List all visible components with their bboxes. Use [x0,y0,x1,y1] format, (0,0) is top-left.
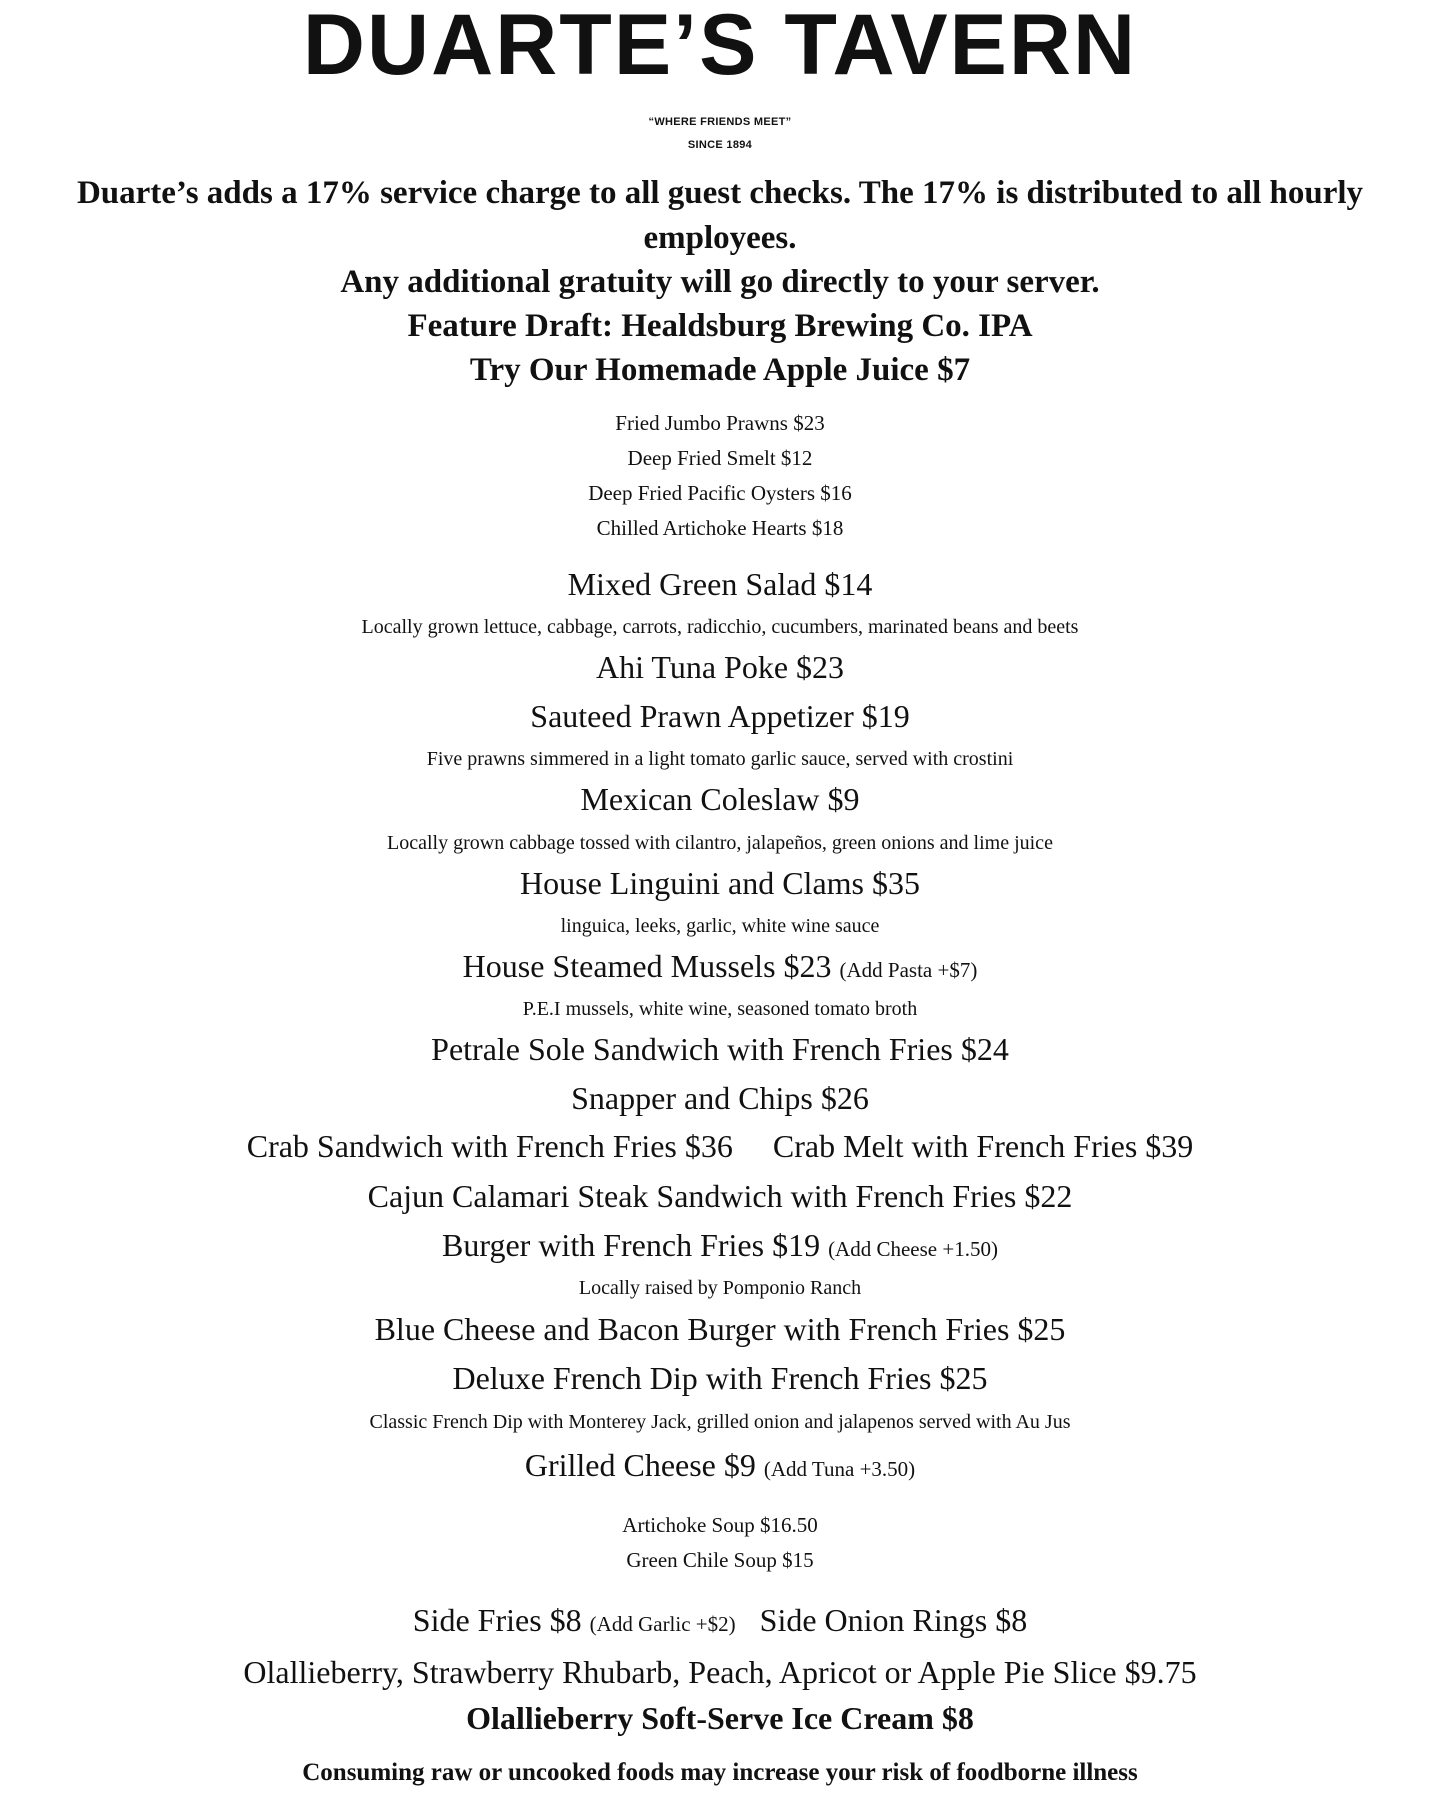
soup-item: Green Chile Soup $15 [626,1548,814,1572]
menu-item-bacon-burger: Blue Cheese and Bacon Burger with French Fries $25 [374,1311,1066,1347]
feature-draft: Feature Draft: Healdsburg Brewing Co. IPA [407,308,1033,344]
menu-item-burger-note: (Add Cheese +1.50) [828,1237,998,1261]
menu-item-mussels-line [0,950,1440,982]
menu-item-crab-line [0,1130,1440,1162]
menu-item-snapper: Snapper and Chips $26 [571,1080,869,1116]
starter-item: Deep Fried Smelt $12 [627,446,813,470]
menu-item-coleslaw: Mexican Coleslaw $9 [580,781,860,817]
menu-item-salad: Mixed Green Salad $14 [567,566,873,602]
menu-item-grilled-cheese: Grilled Cheese $9 [524,1447,756,1483]
menu-item-french-dip: Deluxe French Dip with French Fries $25 [452,1360,988,1396]
menu-item-coleslaw-desc: Locally grown cabbage tossed with cilantro, jalapeños, green onions and lime juice [387,832,1053,854]
since-text: SINCE 1894 [687,139,753,151]
menu-item-mussels: House Steamed Mussels $23 [462,948,832,984]
menu-item-linguini-desc: linguica, leeks, garlic, white wine sauce [560,915,880,937]
menu-item-grilled-cheese-line [0,1449,1440,1481]
pie-slice: Olallieberry, Strawberry Rhubarb, Peach, Apricot or Apple Pie Slice $9.75 [243,1654,1197,1690]
soup-item: Artichoke Soup $16.50 [622,1513,818,1537]
sides-line [0,1604,1440,1636]
menu-item-burger-desc: Locally raised by Pomponio Ranch [578,1277,862,1299]
menu-item-mussels-note: (Add Pasta +$7) [839,958,978,982]
menu-item-petrale-sole: Petrale Sole Sandwich with French Fries $24 [431,1031,1009,1067]
health-warning: Consuming raw or uncooked foods may increase your risk of foodborne illness [302,1759,1138,1786]
menu-item-burger-line [0,1229,1440,1261]
starter-item: Chilled Artichoke Hearts $18 [596,516,844,540]
menu-item-crab-melt: Crab Melt with French Fries $39 [772,1128,1194,1164]
menu-item-french-dip-desc: Classic French Dip with Monterey Jack, grilled onion and jalapenos served with Au Jus [369,1411,1071,1433]
menu-item-poke: Ahi Tuna Poke $23 [595,649,845,685]
menu-item-linguini: House Linguini and Clams $35 [520,865,920,901]
menu-item-prawn-appetizer-desc: Five prawns simmered in a light tomato garlic sauce, served with crostini [426,748,1014,770]
restaurant-title: DUARTE’S TAVERN [302,0,1138,93]
gratuity-notice: Any additional gratuity will go directly to your server. [340,264,1100,300]
apple-juice-promo: Try Our Homemade Apple Juice $7 [469,352,971,388]
menu-item-crab-sandwich: Crab Sandwich with French Fries $36 [246,1128,733,1164]
tagline: “WHERE FRIENDS MEET” [648,116,792,128]
service-charge-notice-cont: employees. [643,220,797,256]
service-charge-notice: Duarte’s adds a 17% service charge to all guest checks. The 17% is distributed to all hourly [76,175,1364,211]
starter-item: Deep Fried Pacific Oysters $16 [588,481,852,505]
side-onion-rings: Side Onion Rings $8 [759,1602,1028,1638]
starter-item: Fried Jumbo Prawns $23 [615,411,825,435]
menu-item-calamari: Cajun Calamari Steak Sandwich with French Fries $22 [367,1178,1073,1214]
side-fries: Side Fries $8 [412,1602,582,1638]
side-fries-note: (Add Garlic +$2) [589,1612,736,1636]
menu-item-mussels-desc: P.E.I mussels, white wine, seasoned tomato broth [522,998,918,1020]
menu-item-prawn-appetizer: Sauteed Prawn Appetizer $19 [530,698,910,734]
menu-item-grilled-cheese-note: (Add Tuna +3.50) [763,1457,916,1481]
menu-item-burger: Burger with French Fries $19 [442,1227,821,1263]
soft-serve: Olallieberry Soft-Serve Ice Cream $8 [466,1700,974,1736]
menu-item-salad-desc: Locally grown lettuce, cabbage, carrots, radicchio, cucumbers, marinated beans and beets [361,616,1079,638]
